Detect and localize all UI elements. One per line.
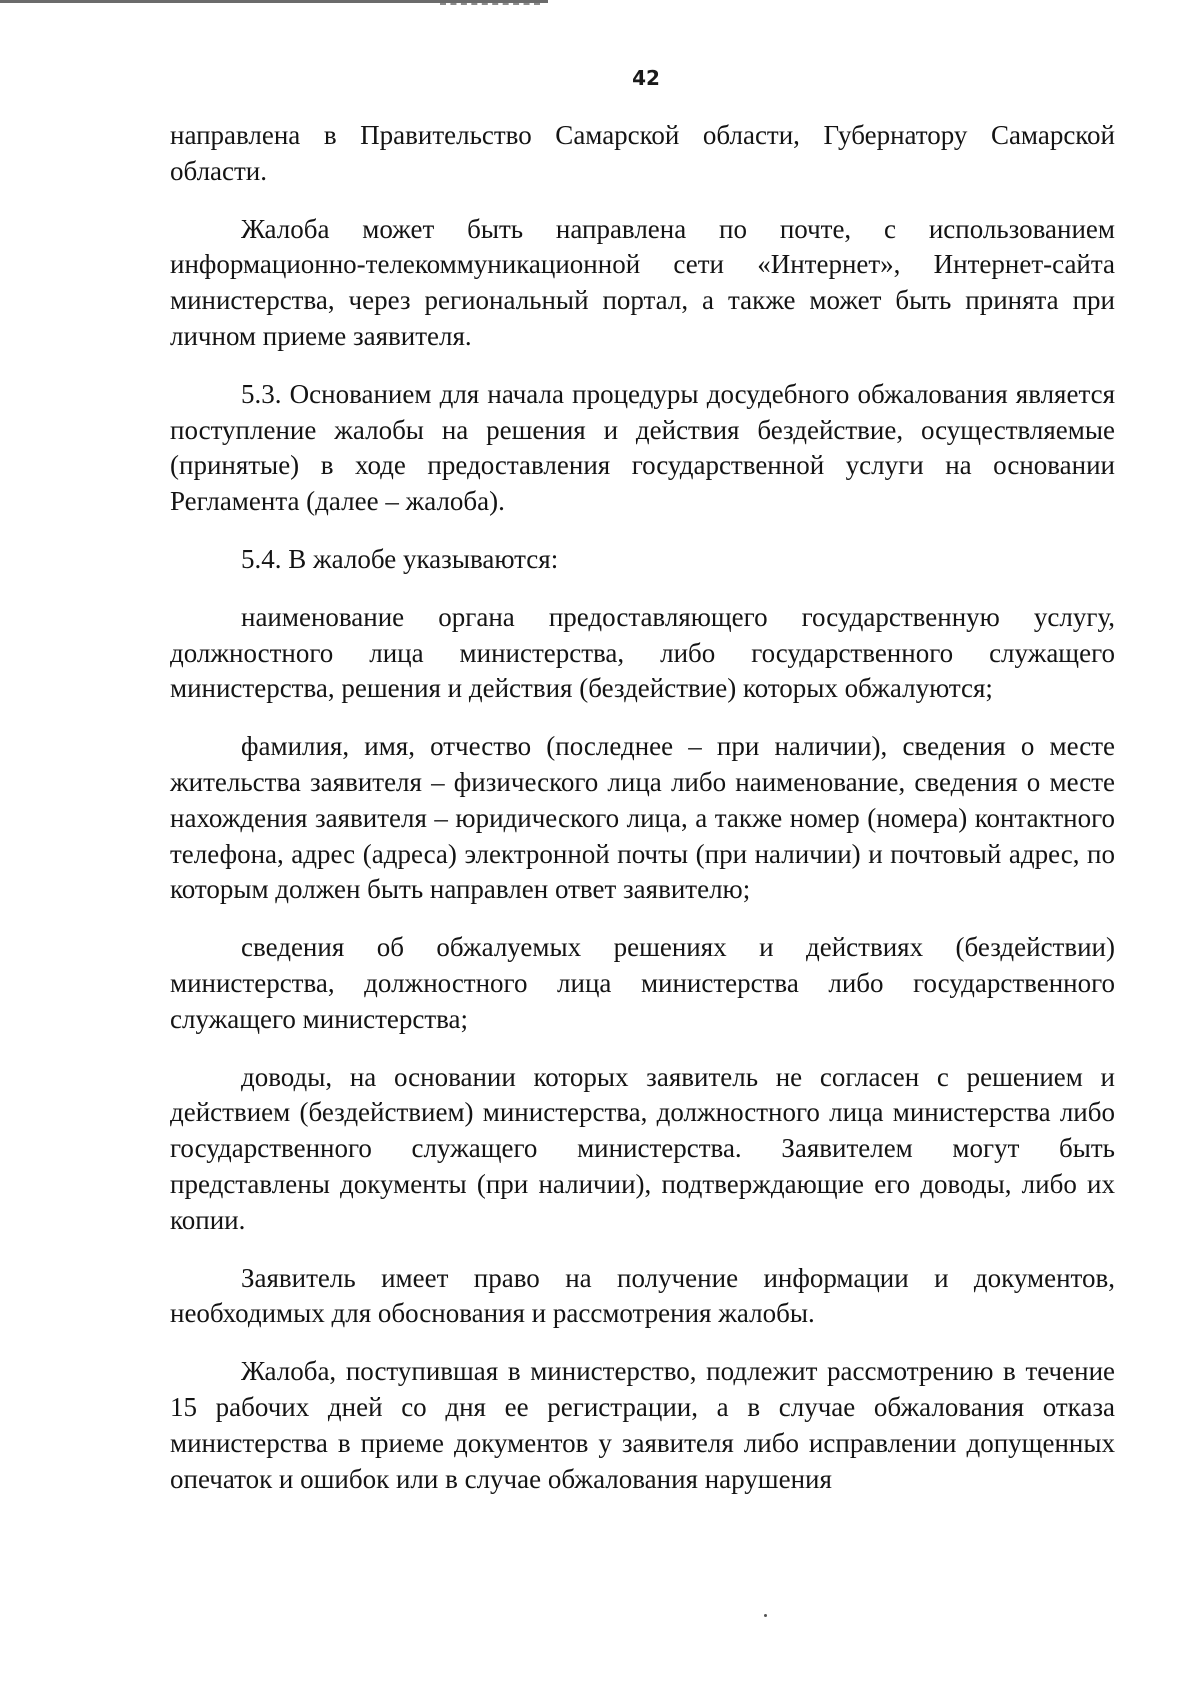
paragraph-10: Жалоба, поступившая в министерство, подлежит рассмотрению в течение 15 рабочих дней со дня ее регистрации, а в случае обжалования отказа министерства в приеме документов у заявителя либо исправлении допущенных опечаток и ошибок или в случае обжалования нарушения (170, 1356, 1115, 1494)
paragraph-4: 5.4. В жалобе указываются: (241, 543, 559, 574)
document-body (170, 118, 1115, 1519)
paragraph-1: направлена в Правительство Самарской области, Губернатору Самарской области. (170, 120, 1115, 186)
paragraph-8: доводы, на основании которых заявитель не согласен с решением и действием (бездействием) министерства, должностного лица министерства либо государственного служащего министерства. Заявителем могут быть представлены документы (при наличии), подтверждающие его доводы, либо их копии. (170, 1061, 1115, 1235)
page-number: 42 (632, 66, 660, 90)
paragraph-5: наименование органа предоставляющего государственную услугу, должностного лица министерства, либо государственного служащего министерства, решения и действия (бездействие) которых обжалуются; (170, 601, 1115, 704)
scan-edge-dashes (440, 3, 540, 7)
paragraph-2: Жалоба может быть направлена по почте, с использованием информационно-телекоммуникационной сети «Интернет», Интернет-сайта министерства, через региональный портал, а также может быть принята при личном приеме заявителя. (170, 213, 1115, 351)
paragraph-7: сведения об обжалуемых решениях и действиях (бездействии) министерства, должностного лица министерства либо государственного служащего министерства; (170, 932, 1115, 1034)
scan-speck (764, 1614, 767, 1617)
paragraph-6: фамилия, имя, отчество (последнее – при наличии), сведения о месте жительства заявителя – физического лица либо наименование, сведения о месте нахождения заявителя – юридического лица, а также номер (номера) контактного телефона, адрес (адреса) электронной почты (при наличии) и почтовый адрес, по которым должен быть направлен ответ заявителю; (170, 731, 1115, 905)
paragraph-9: Заявитель имеет право на получение информации и документов, необходимых для обоснования и рассмотрения жалобы. (170, 1262, 1115, 1329)
paragraph-3: 5.3. Основанием для начала процедуры досудебного обжалования является поступление жалобы на решения и действия бездействие, осуществляемые (принятые) в ходе предоставления государственной услуги на основании Регламента (далее – жалоба). (170, 378, 1115, 517)
